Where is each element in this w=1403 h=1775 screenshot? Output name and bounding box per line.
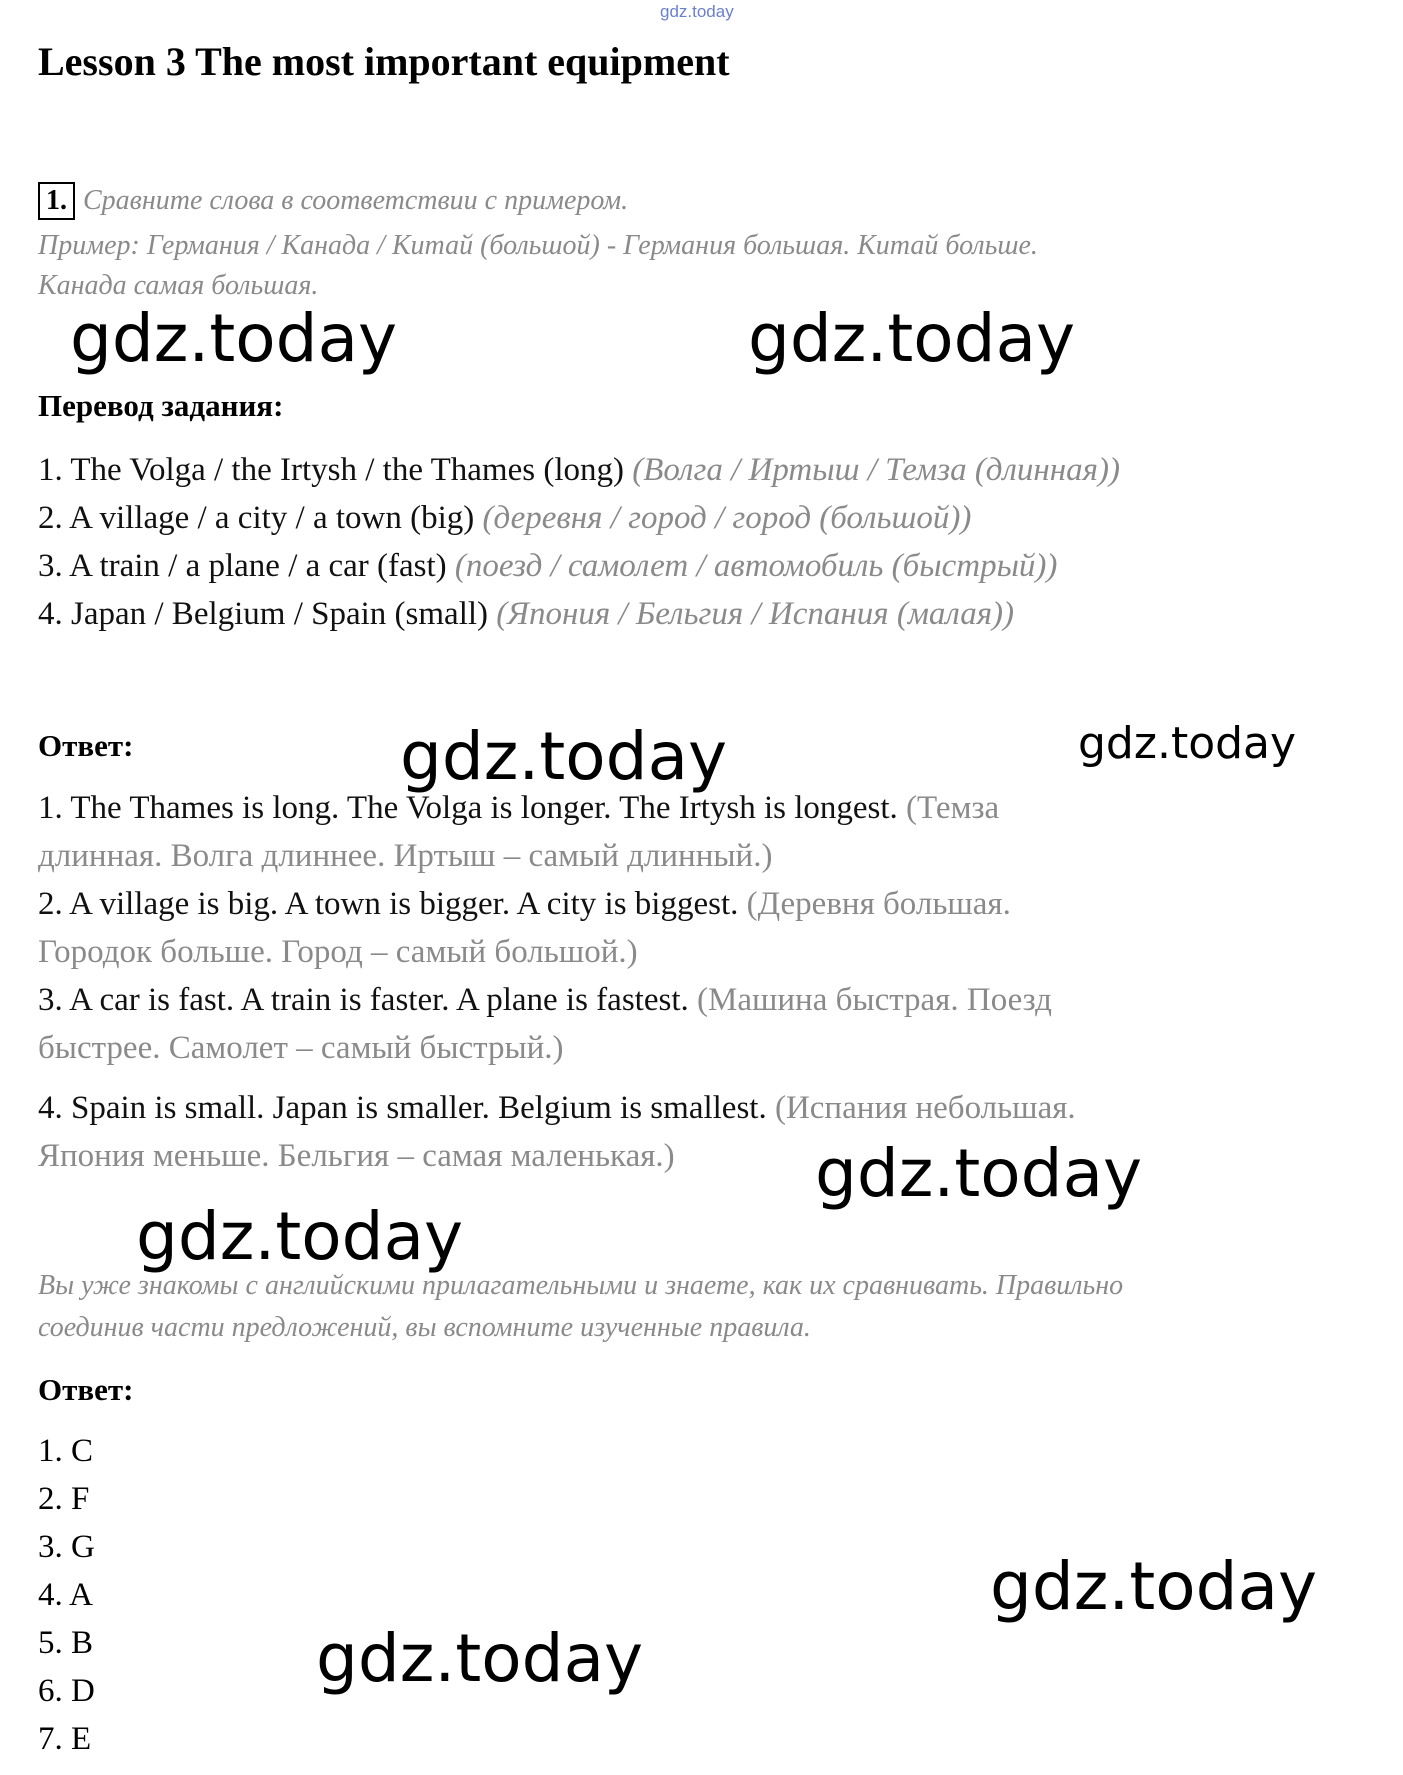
task1-instruction — [38, 182, 628, 220]
answer-en: 1. The Thames is long. The Volga is longer. The Irtysh is longest. — [38, 790, 898, 826]
translation-en: 2. A village / a city / a town (big) — [38, 500, 475, 536]
watermark: gdz.today — [990, 1548, 1318, 1625]
answer-heading: Ответ: — [38, 728, 134, 763]
answer-line — [38, 886, 1011, 923]
translation-item — [38, 596, 1014, 633]
answer-line — [38, 790, 999, 827]
translation-en: 1. The Volga / the Irtysh / the Thames (long) — [38, 452, 624, 488]
answer2-item: 3. G — [38, 1529, 95, 1565]
answer2-item: 2. F — [38, 1481, 90, 1517]
task2-instruction-line1: Вы уже знакомы с английскими прилагательными и знаете, как их сравнивать. Правильно — [38, 1270, 1124, 1301]
answer-ru: (Машина быстрая. Поезд — [697, 982, 1052, 1018]
translation-item — [38, 548, 1057, 585]
watermark: gdz.today — [815, 1135, 1143, 1212]
answer-line — [38, 982, 1052, 1019]
answer-line — [38, 1090, 1076, 1127]
answer2-item: 4. A — [38, 1577, 94, 1613]
top-watermark: gdz.today — [660, 2, 734, 21]
watermark: gdz.today — [136, 1198, 464, 1275]
watermark: gdz.today — [1078, 718, 1297, 769]
answer-ru: (Испания небольшая. — [774, 1090, 1076, 1126]
watermark: gdz.today — [748, 300, 1076, 377]
answer-ru-continued: Япония меньше. Бельгия – самая маленькая.) — [38, 1138, 675, 1174]
answer-ru: (Темза — [906, 790, 1000, 826]
answer2-item: 5. B — [38, 1625, 94, 1661]
translation-en: 3. A train / a plane / a car (fast) — [38, 548, 447, 584]
answer2-item: 7. E — [38, 1721, 92, 1757]
translation-ru: (Волга / Иртыш / Темза (длинная)) — [632, 452, 1120, 488]
task-number: 1. — [38, 182, 75, 220]
answer-en: 3. A car is fast. A train is faster. A plane is fastest. — [38, 982, 689, 1018]
answer-ru-continued: Городок больше. Город – самый большой.) — [38, 934, 638, 970]
watermark: gdz.today — [400, 718, 728, 795]
translation-ru: (деревня / город / город (большой)) — [482, 500, 972, 536]
watermark: gdz.today — [70, 300, 398, 377]
watermark: gdz.today — [316, 1620, 644, 1697]
translation-item — [38, 500, 971, 537]
translation-ru: (поезд / самолет / автомобиль (быстрый)) — [454, 548, 1058, 584]
page-title: Lesson 3 The most important equipment — [38, 39, 730, 84]
task2-instruction-line2: соединив части предложений, вы вспомните изученные правила. — [38, 1312, 811, 1343]
answer-en: 4. Spain is small. Japan is smaller. Belgium is smallest. — [38, 1090, 767, 1126]
translation-ru: (Япония / Бельгия / Испания (малая)) — [496, 596, 1015, 632]
task1-instruction-text: Сравните слова в соответствии с примером. — [83, 185, 629, 216]
answer-ru-continued: быстрее. Самолет – самый быстрый.) — [38, 1030, 564, 1066]
translation-item — [38, 452, 1120, 489]
task1-example-line1: Пример: Германия / Канада / Китай (большой) - Германия большая. Китай больше. — [38, 230, 1038, 261]
answer2-heading: Ответ: — [38, 1372, 134, 1407]
translation-heading: Перевод задания: — [38, 388, 284, 423]
answer-ru-continued: длинная. Волга длиннее. Иртыш – самый длинный.) — [38, 838, 773, 874]
translation-en: 4. Japan / Belgium / Spain (small) — [38, 596, 489, 632]
answer-ru: (Деревня большая. — [746, 886, 1011, 922]
task1-example-line2: Канада самая большая. — [38, 270, 319, 301]
answer-en: 2. A village is big. A town is bigger. A city is biggest. — [38, 886, 739, 922]
answer2-item: 1. C — [38, 1433, 94, 1469]
answer2-item: 6. D — [38, 1673, 95, 1709]
